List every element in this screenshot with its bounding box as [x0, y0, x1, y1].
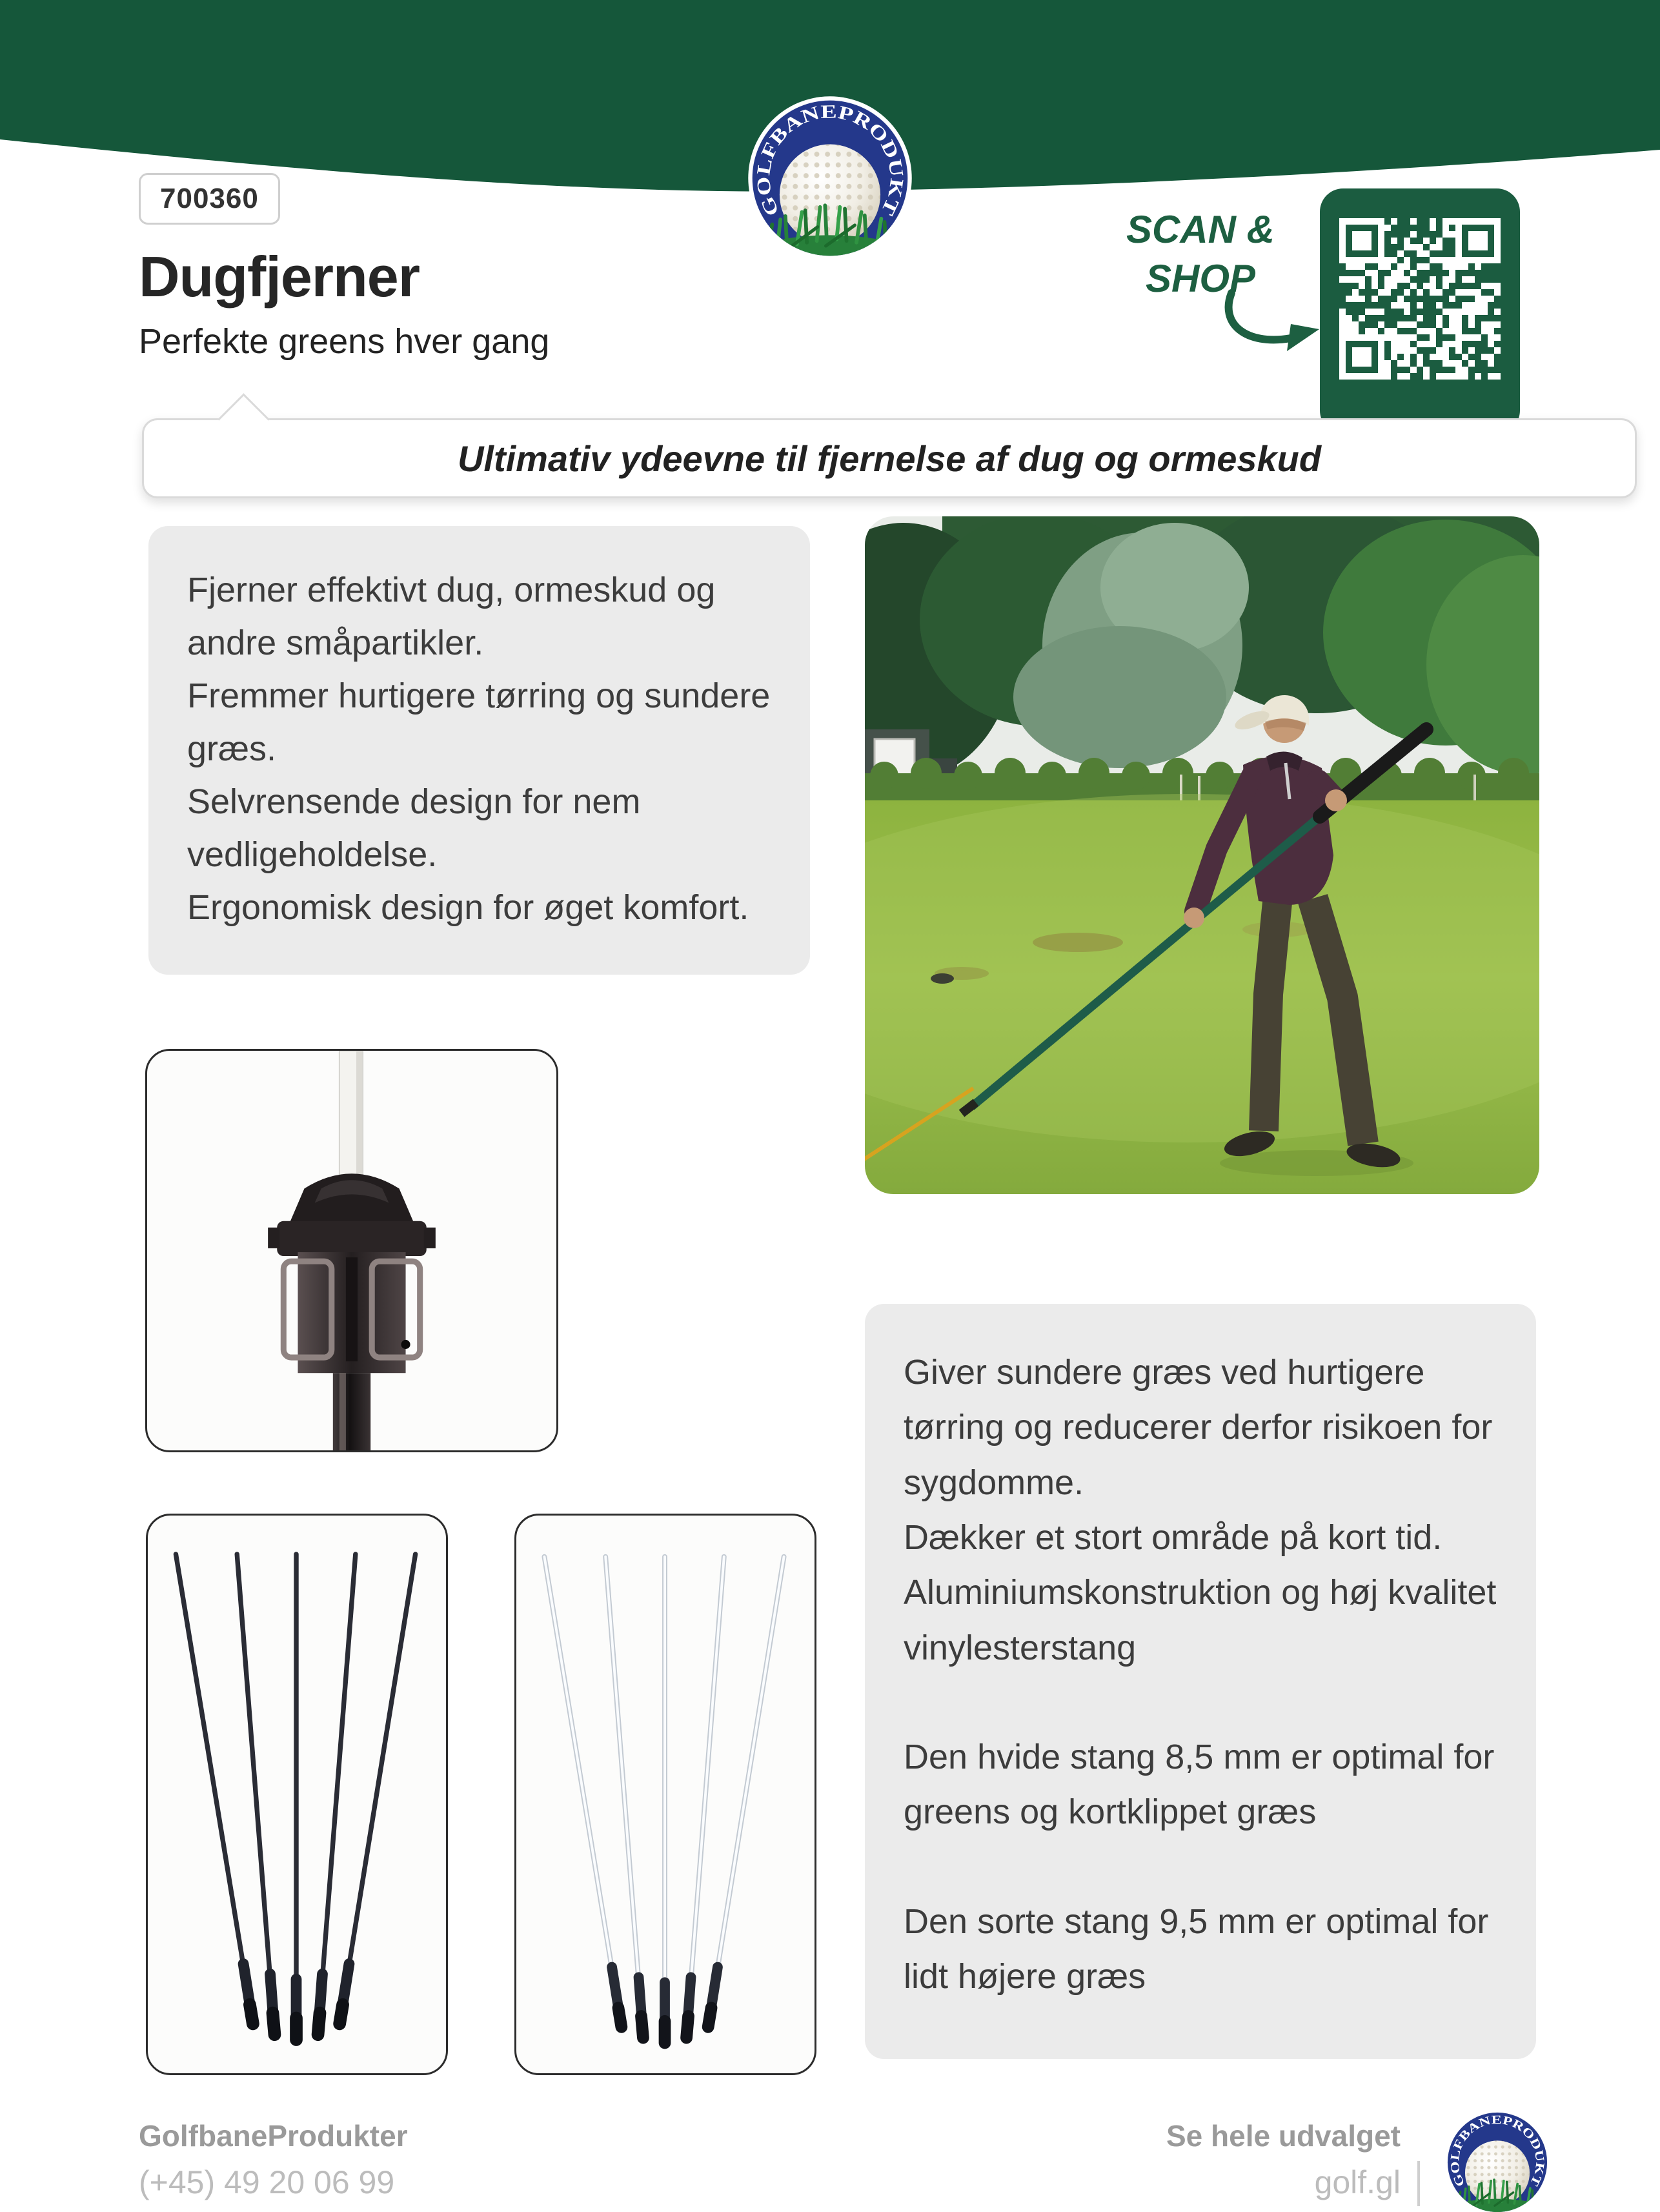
- benefits-panel: [865, 1304, 1536, 2059]
- product-photo: [865, 516, 1539, 1194]
- feature-text: Fremmer hurtigere tørring og sundere græs.: [187, 676, 771, 769]
- banner-text: Ultimativ ydeevne til fjernelse af dug og ormeskud: [457, 438, 1322, 479]
- page-subtitle: Perfekte greens hver gang: [139, 322, 550, 361]
- black-rods-photo: [146, 1514, 448, 2075]
- footer-phone[interactable]: (+45) 49 20 06 99: [139, 2164, 395, 2200]
- variant-white-text: Den hvide stang 8,5 mm er optimal for greens og kortklippet græs: [904, 1737, 1495, 1832]
- variant-black-text: Den sorte stang 9,5 mm er optimal for lidt højere græs: [904, 1902, 1489, 1996]
- benefit-text: Dækker et stort område på kort tid.: [904, 1517, 1442, 1557]
- feature-text: Fjerner effektivt dug, ormeskud og andre småpartikler.: [187, 571, 716, 663]
- benefit-text: Giver sundere græs ved hurtigere tørring og reducerer derfor risikoen for sygdomme.: [904, 1353, 1493, 1502]
- footer-logo-icon: [1444, 2109, 1550, 2212]
- swoosh-arrow-icon: [1219, 289, 1328, 367]
- features-panel: [148, 526, 810, 975]
- banner-tail: [218, 393, 270, 445]
- feature-text: Selvrensende design for nem vedligeholdelse.: [187, 782, 641, 875]
- footer-cta: Se hele udvalget: [1166, 2119, 1401, 2153]
- white-rods-photo: [514, 1514, 816, 2075]
- scan-shop-line2: SHOP: [1145, 256, 1256, 300]
- qr-modules: [1339, 218, 1501, 380]
- banner-bubble: [142, 418, 1637, 498]
- footer-company: GolfbaneProdukter: [139, 2119, 408, 2153]
- page-title: Dugfjerner: [139, 245, 420, 309]
- benefit-text: Aluminiumskonstruktion og høj kvalitet vinylesterstang: [904, 1573, 1497, 1667]
- scan-shop-label: [1091, 205, 1310, 303]
- footer-divider: [1417, 2161, 1420, 2206]
- connector-photo: [145, 1049, 558, 1452]
- scan-shop-line1: SCAN &: [1126, 208, 1275, 251]
- qr-code[interactable]: [1320, 188, 1520, 434]
- feature-text: Ergonomisk design for øget komfort.: [187, 888, 749, 928]
- footer-website-link[interactable]: golf.gl: [1314, 2164, 1401, 2200]
- brand-logo-icon: [747, 96, 913, 261]
- product-code-badge: 700360: [139, 173, 280, 225]
